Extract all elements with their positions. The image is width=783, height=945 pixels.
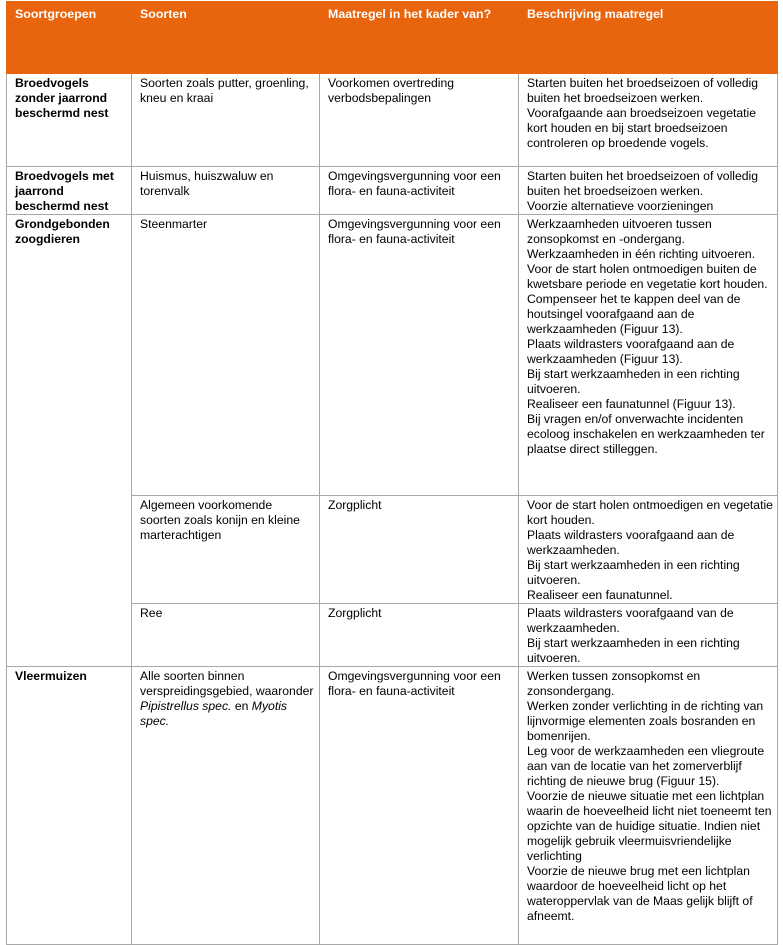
group-cell: Broedvogels met jaarrond beschermd nest xyxy=(7,167,132,215)
description-line: Bij start werkzaamheden in een richting uitvoeren. xyxy=(527,636,740,665)
description-cell xyxy=(519,74,778,167)
table-row xyxy=(7,667,778,945)
description-line: Voorafgaande aan broedseizoen vegetatie kort houden en bij start broedseizoen controleren op broedende vogels. xyxy=(527,106,757,150)
group-cell: Grondgebonden zoogdieren xyxy=(7,215,132,667)
table-header-row xyxy=(7,2,778,74)
group-cell: Broedvogels zonder jaarrond beschermd nest xyxy=(7,74,132,167)
description-line: Plaats wildrasters voorafgaand aan de werkzaamheden. xyxy=(527,528,735,557)
description-line: Voor de start holen ontmoedigen buiten de kwetsbare periode en vegetatie kort houden. xyxy=(527,262,768,291)
description-line: Bij start werkzaamheden in een richting uitvoeren. xyxy=(527,558,740,587)
measures-table xyxy=(6,1,778,945)
table-row xyxy=(7,215,778,496)
group-cell: Vleermuizen xyxy=(7,667,132,945)
header-beschrijving: Beschrijving maatregel xyxy=(519,2,778,74)
description-line: Werken tussen zonsopkomst en zonsondergang. xyxy=(527,669,701,698)
description-line: Voor de start holen ontmoedigen en vegetatie kort houden. xyxy=(527,498,773,527)
species-text: Alle soorten binnen verspreidingsgebied, waaronder xyxy=(140,669,314,698)
species-cell: Algemeen voorkomende soorten zoals konijn en kleine marterachtigen xyxy=(132,496,320,604)
header-maatregel: Maatregel in het kader van? xyxy=(320,2,519,74)
description-line: Starten buiten het broedseizoen of volledig buiten het broedseizoen werken. xyxy=(527,169,759,198)
description-cell xyxy=(519,215,778,496)
description-line: Realiseer een faunatunnel (Figuur 13). xyxy=(527,397,736,411)
species-cell: Steenmarter xyxy=(132,215,320,496)
description-line: Leg voor de werkzaamheden een vliegroute aan van de locatie van het zomerverblijf richting de nieuwe brug (Figuur 15). xyxy=(527,744,765,788)
species-cell xyxy=(132,667,320,945)
description-line: Starten buiten het broedseizoen of volledig buiten het broedseizoen werken. xyxy=(527,76,759,105)
description-cell xyxy=(519,496,778,604)
table-row xyxy=(7,74,778,167)
description-line: Werkzaamheden uitvoeren tussen zonsopkomst en -ondergang. xyxy=(527,217,712,246)
species-cell: Huismus, huiszwaluw en torenvalk xyxy=(132,167,320,215)
species-latin-name: Pipistrellus spec. xyxy=(140,699,232,713)
species-text: en xyxy=(234,699,249,713)
measure-cell: Zorgplicht xyxy=(320,496,519,604)
species-cell: Ree xyxy=(132,604,320,667)
description-line: Compenseer het te kappen deel van de houtsingel voorafgaand aan de werkzaamheden (Figuur 13). xyxy=(527,292,741,336)
measure-cell: Zorgplicht xyxy=(320,604,519,667)
description-line: Realiseer een faunatunnel. xyxy=(527,588,673,602)
description-line: Voorzie de nieuwe brug met een lichtplan waardoor de hoeveelheid licht op het wateroppervlak van de Maas gelijk blijft of afneemt. xyxy=(527,864,753,923)
description-line: Voorzie alternatieve voorzieningen xyxy=(527,199,714,213)
description-cell xyxy=(519,604,778,667)
description-cell xyxy=(519,167,778,215)
measure-cell: Omgevingsvergunning voor een flora- en fauna-activiteit xyxy=(320,215,519,496)
description-line: Werken zonder verlichting in de richting van lijnvormige elementen zoals bosranden en bomenrijen. xyxy=(527,699,764,743)
description-cell xyxy=(519,667,778,945)
species-latin-name: Myotis spec. xyxy=(140,699,288,728)
header-soortgroepen: Soortgroepen xyxy=(7,2,132,74)
header-soorten: Soorten xyxy=(132,2,320,74)
measure-cell: Omgevingsvergunning voor een flora- en fauna-activiteit xyxy=(320,667,519,945)
description-line: Werkzaamheden in één richting uitvoeren. xyxy=(527,247,756,261)
description-line: Plaats wildrasters voorafgaand aan de werkzaamheden (Figuur 13). xyxy=(527,337,735,366)
description-line: Bij start werkzaamheden in een richting uitvoeren. xyxy=(527,367,740,396)
table-row xyxy=(7,167,778,215)
description-line: Plaats wildrasters voorafgaand van de werkzaamheden. xyxy=(527,606,734,635)
description-line: Voorzie de nieuwe situatie met een lichtplan waarin de hoeveelheid licht niet toeneemt ten opzichte van de huidige situatie. Indien niet mogelijk gebruik vleermuisvriendelijke verlichting xyxy=(527,789,772,863)
measure-cell: Omgevingsvergunning voor een flora- en fauna-activiteit xyxy=(320,167,519,215)
measure-cell: Voorkomen overtreding verbodsbepalingen xyxy=(320,74,519,167)
species-cell: Soorten zoals putter, groenling, kneu en kraai xyxy=(132,74,320,167)
description-line: Bij vragen en/of onverwachte incidenten ecoloog inschakelen en werkzaamheden ter plaatse direct stilleggen. xyxy=(527,412,765,456)
